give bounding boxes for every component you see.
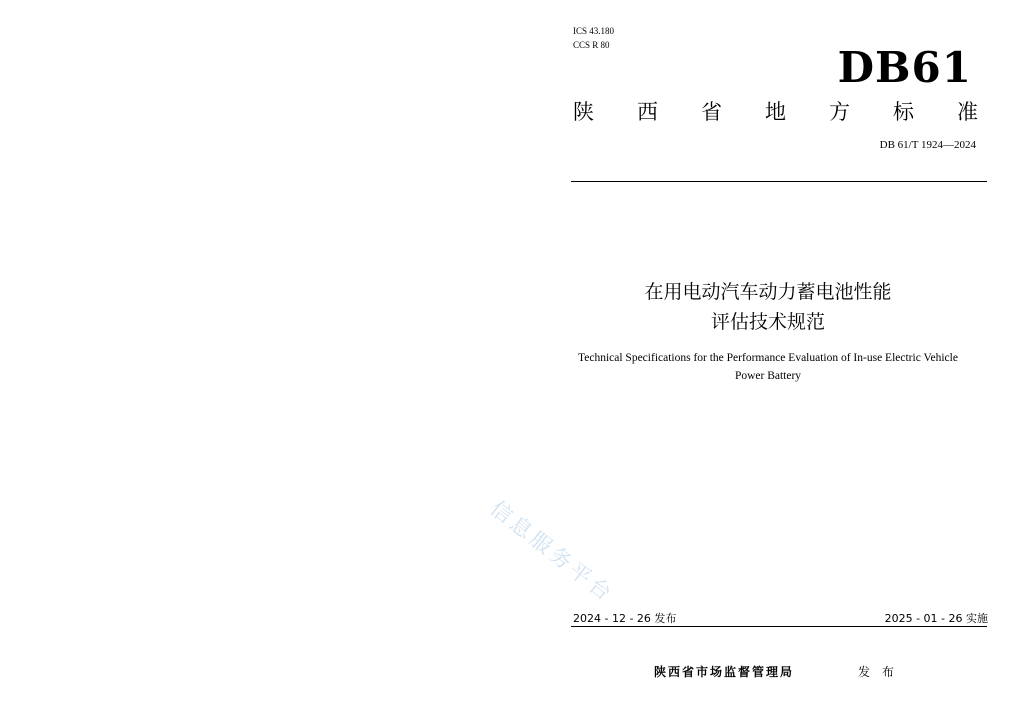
standard-type-char: 方 bbox=[829, 100, 850, 124]
standard-type-char: 准 bbox=[957, 100, 978, 124]
standard-type-char: 标 bbox=[893, 100, 914, 124]
db-logo: DB61 bbox=[837, 43, 972, 92]
issue-label: 发 布 bbox=[858, 665, 898, 679]
standard-type-char: 陕 bbox=[573, 100, 594, 124]
standard-type-char: 地 bbox=[765, 100, 786, 124]
title-cn-line1: 在用电动汽车动力蓄电池性能 bbox=[644, 281, 892, 303]
ccs-code: CCS R 80 bbox=[573, 40, 610, 50]
ics-code: ICS 43.180 bbox=[573, 26, 615, 36]
title-en-line1: Technical Specifications for the Performance Evaluation of In-use Electric Vehicle bbox=[578, 352, 958, 364]
implementation-date: 2025 - 01 - 26 实施 bbox=[884, 612, 988, 625]
issuing-authority: 陕西省市场监督管理局 bbox=[654, 665, 795, 679]
standard-type-char: 西 bbox=[637, 100, 658, 124]
title-cn-line2: 评估技术规范 bbox=[710, 311, 825, 333]
standard-number: DB 61/T 1924—2024 bbox=[879, 139, 976, 151]
standard-type-title bbox=[573, 98, 978, 126]
standard-type-char: 省 bbox=[701, 100, 722, 124]
title-en-line2: Power Battery bbox=[734, 370, 802, 382]
issue-date: 2024 - 12 - 26 发布 bbox=[573, 612, 677, 625]
top-divider bbox=[571, 181, 987, 182]
watermark: 信息服务平台 bbox=[485, 496, 619, 608]
bottom-divider bbox=[571, 626, 987, 627]
